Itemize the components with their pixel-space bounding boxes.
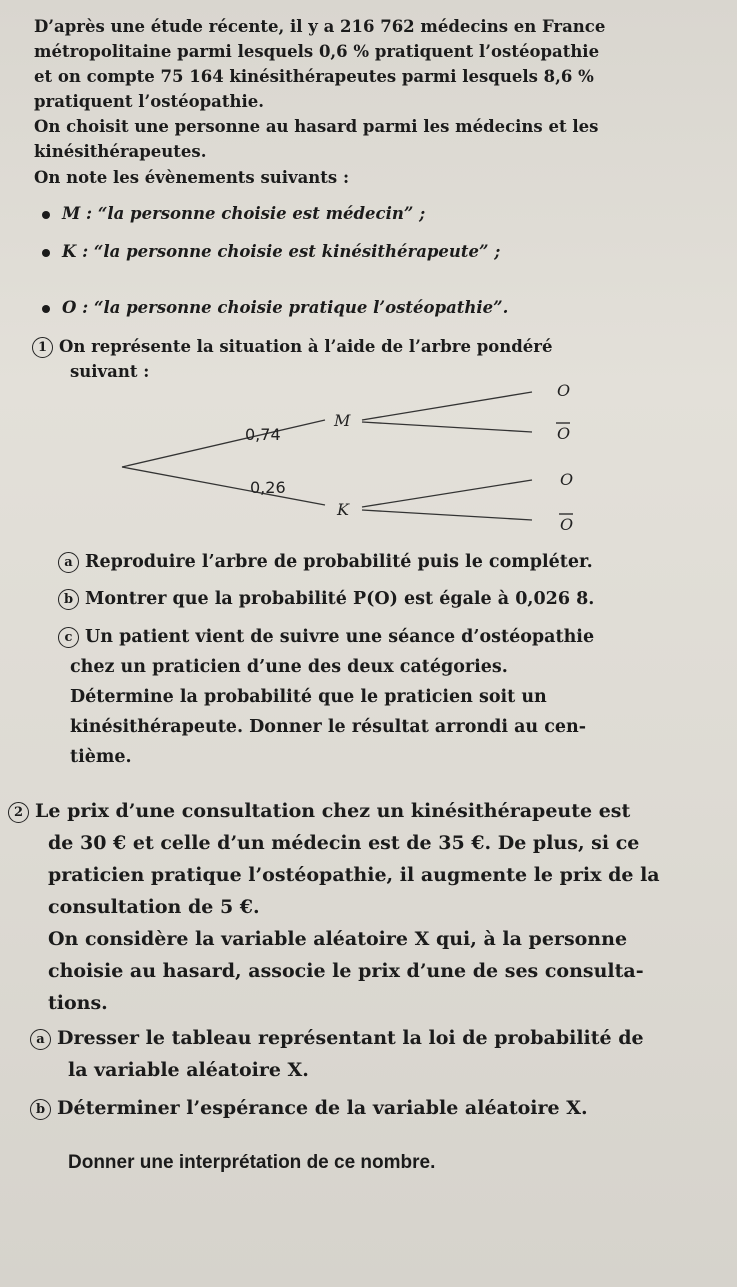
event-m [62, 204, 425, 223]
question-2b [30, 1092, 710, 1124]
event-label: O [62, 298, 77, 317]
intro-line: et on compte 75 164 kinésithérapeutes parmi lesquels 8,6 % [34, 67, 594, 86]
choice-paragraph [34, 114, 634, 164]
question-line: Le prix d’une consultation chez un kinésithérapeute est [35, 800, 631, 822]
events-intro: On note les évènements suivants : [34, 168, 350, 187]
event-text: : “la personne choisie pratique l’ostéopathie”. [76, 298, 509, 317]
question-2 [8, 795, 708, 1019]
question-line: consultation de 5 €. [48, 896, 260, 918]
intro-line: D’après une étude récente, il y a 216 762 médecins en France [34, 17, 606, 36]
event-text: : “la personne choisie est médecin” ; [80, 204, 426, 223]
subquestion-letter: c [58, 627, 79, 648]
final-instruction: Donner une interprétation de ce nombre. [68, 1152, 436, 1173]
question-number: 1 [32, 337, 53, 358]
subquestion-text: Déterminer l’espérance de la variable aléatoire X. [57, 1097, 588, 1119]
leaf-o-bottom: O [560, 470, 574, 489]
prob-k-label: 0,26 [250, 478, 286, 497]
intro-line: métropolitaine parmi lesquels 0,6 % pratiquent l’ostéopathie [34, 42, 600, 61]
question-line: praticien pratique l’ostéopathie, il augmente le prix de la [48, 864, 660, 886]
leaf-o-top: O [557, 381, 571, 400]
subquestion-line: Dresser le tableau représentant la loi de probabilité de [57, 1027, 644, 1049]
subquestion-line: chez un praticien d’une des deux catégories. [70, 657, 508, 677]
question-line: choisie au hasard, associe le prix d’une de ses consulta- [48, 960, 644, 982]
question-number: 2 [8, 802, 29, 823]
question-1c [58, 622, 658, 772]
subquestion-line: kinésithérapeute. Donner le résultat arrondi au cen- [70, 717, 587, 737]
subquestion-line: Détermine la probabilité que le praticien soit un [70, 687, 547, 707]
node-m: M [334, 411, 351, 430]
branch-k-o [362, 480, 532, 507]
event-label: M [62, 204, 81, 223]
node-k: K [337, 500, 349, 519]
question-line: tions. [48, 992, 108, 1014]
event-k [62, 242, 500, 261]
event-o [62, 298, 508, 317]
question-line: On représente la situation à l’aide de l’arbre pondéré [59, 337, 553, 356]
branch-m [122, 420, 325, 467]
branch-k [122, 467, 325, 505]
intro-paragraph [34, 14, 634, 114]
leaf-obar-bottom: O [560, 515, 574, 534]
event-label: K [62, 242, 77, 261]
intro-line: pratiquent l’ostéopathie. [34, 92, 264, 111]
subquestion-line: tième. [70, 747, 132, 767]
event-text: : “la personne choisie est kinésithérapeute” ; [76, 242, 501, 261]
branch-m-obar [362, 422, 532, 432]
subquestion-letter: a [30, 1029, 51, 1050]
prob-m-label: 0,74 [245, 425, 281, 444]
branch-m-o [362, 392, 532, 420]
probability-tree [0, 370, 737, 545]
question-2a [30, 1022, 710, 1086]
choice-line: kinésithérapeutes. [34, 142, 207, 161]
question-line: On considère la variable aléatoire X qui, à la personne [48, 928, 628, 950]
subquestion-line: la variable aléatoire X. [68, 1059, 309, 1081]
question-1a [58, 547, 593, 577]
question-line: de 30 € et celle d’un médecin est de 35 €. De plus, si ce [48, 832, 640, 854]
choice-line: On choisit une personne au hasard parmi les médecins et les [34, 117, 599, 136]
subquestion-letter: a [58, 552, 79, 573]
subquestion-letter: b [30, 1099, 51, 1120]
leaf-obar-top: O [557, 424, 571, 443]
question-1b [58, 584, 594, 614]
subquestion-letter: b [58, 589, 79, 610]
question-line: suivant : [70, 362, 150, 381]
subquestion-text: Montrer que la probabilité P(O) est égale à 0,026 8. [85, 589, 595, 609]
branch-k-obar [362, 510, 532, 520]
subquestion-line: Un patient vient de suivre une séance d’ostéopathie [85, 627, 595, 647]
subquestion-text: Reproduire l’arbre de probabilité puis le compléter. [85, 552, 593, 572]
